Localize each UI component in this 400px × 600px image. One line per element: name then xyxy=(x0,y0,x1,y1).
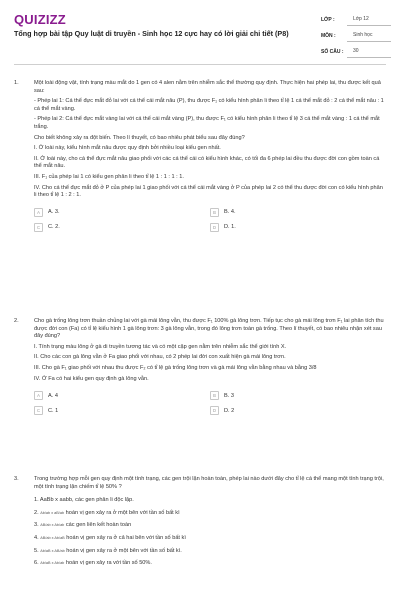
statement-4: IV. Cho cá thể đực mắt đỏ ở P của phép lai 1 giao phối với cá thể cái mắt vàng ở P của phép lai 2 có thể thu được đời con có kiểu hình phân li theo tỉ lệ 1 : 2 : 1. xyxy=(34,184,383,199)
option-d-checkbox[interactable]: D xyxy=(210,406,219,415)
option-b-text: B. 3 xyxy=(224,392,234,399)
statement-1: I. Tính trạng màu lông ở gà di truyền tương tác và có một cặp gen nằm trên nhiễm sắc thể giới tính X. xyxy=(34,343,287,350)
option-b[interactable] xyxy=(210,388,386,403)
meta-class-label: LỚP : xyxy=(321,17,335,23)
cross-item-1 xyxy=(34,497,386,505)
answer-options xyxy=(34,388,386,418)
option-a-checkbox[interactable]: A xyxy=(34,391,43,400)
option-c[interactable] xyxy=(34,403,210,418)
item-prefix: 2. xyxy=(34,509,41,516)
meta-subject-label: MÔN : xyxy=(321,33,336,39)
option-c-text: C. 1 xyxy=(48,407,59,414)
meta-count-row xyxy=(321,44,391,60)
item-text: hoán vị gen xảy ra ở một bên với tần số bất kì xyxy=(65,509,180,516)
option-b-checkbox[interactable]: B xyxy=(210,208,219,217)
statement-1: I. Ở loài này, kiểu hình mắt nâu được quy định bởi nhiều loại kiểu gen nhất. xyxy=(34,145,221,152)
statement-2: II. Ở loài này, cho cá thể đực mắt nâu giao phối với các cá thể cái có kiểu hình khác, có tối đa 6 phép lai đều thu được đời con gồm toàn cá thể mắt nâu. xyxy=(34,155,380,170)
item-text: hoán vị gen xảy ra với tần số 50%. xyxy=(65,560,152,567)
item-prefix: 1. xyxy=(34,497,40,504)
cross-item-5 xyxy=(34,548,386,556)
meta-class-value: Lớp 12 xyxy=(347,14,391,26)
meta-count-value: 30 xyxy=(347,46,391,58)
option-d-checkbox[interactable]: D xyxy=(210,223,219,232)
item-text: hoán vị gen xảy ra ở một bên với tần số bất kì. xyxy=(66,547,182,554)
genotype-fraction: Ab/aB x Ab/ab xyxy=(40,561,65,566)
option-d[interactable] xyxy=(210,403,386,418)
option-a-checkbox[interactable]: A xyxy=(34,208,43,217)
quizizz-logo: QUIZIZZ xyxy=(14,12,66,27)
cross-item-3 xyxy=(34,522,386,530)
option-c[interactable] xyxy=(34,220,210,235)
genotype-fraction: Ab/aB x AB/ab xyxy=(40,548,65,553)
question-number: 1. xyxy=(14,80,19,86)
question-text: - Phép lai 1: Cá thể đực mắt đỏ lai với cá thể cái mắt nâu (P), thu được F₁ có kiểu hình phân li theo tỉ lệ 1 cá thể mắt đỏ : 2 cá thể mắt nâu : 1 cá thể mắt vàng. xyxy=(34,98,384,112)
statement-2: II. Cho các con gà lông vằn ở Fa giao phối với nhau, có 2 phép lai đời con xuất hiện gà mái lông trơn. xyxy=(34,354,286,361)
header-divider xyxy=(14,64,386,65)
option-a[interactable] xyxy=(34,205,210,220)
question-text: Một loài động vật, tính trạng màu mắt do 1 gen có 4 alen nằm trên nhiễm sắc thể thường quy định. Thực hiện hai phép lai, thu được kết quả sau: xyxy=(34,80,381,94)
option-a-text: A. 3. xyxy=(48,209,60,216)
genotype-fraction: AB/ab x Ab/ab xyxy=(40,523,65,528)
meta-subject-row xyxy=(321,28,391,44)
option-d[interactable] xyxy=(210,220,386,235)
option-b-checkbox[interactable]: B xyxy=(210,391,219,400)
item-prefix: 6. xyxy=(34,560,41,567)
cross-item-4 xyxy=(34,535,386,543)
option-c-checkbox[interactable]: C xyxy=(34,406,43,415)
genotype-fraction: Ab/ab x aB/ab xyxy=(40,510,65,515)
item-prefix: 3. xyxy=(34,522,41,529)
meta-subject-value: Sinh học xyxy=(347,30,391,42)
question-text: Cho gà trống lông trơn thuần chủng lai với gà mái lông vằn, thu được F₁ 100% gà lông trơn. Tiếp tục cho gà mái lông trơn F₁ lai phân tích thu được đời con (Fa) có tỉ lệ kiểu hình 1 gà lông trơn: 3 gà lông vằn, trong đó lông trơn toàn gà trống. Theo lí thuyết, có bao nhiêu nhận xét sau đây đúng? xyxy=(34,318,384,340)
answer-options xyxy=(34,205,386,235)
option-b-text: B. 4. xyxy=(224,209,236,216)
item-text: các gen liên kết hoàn toàn xyxy=(65,522,132,529)
question-number: 2. xyxy=(14,318,19,324)
option-b[interactable] xyxy=(210,205,386,220)
question-body xyxy=(34,318,386,418)
option-c-text: C. 2. xyxy=(48,224,60,231)
page-title: Tổng hợp bài tập Quy luật di truyền - Sinh học 12 cực hay có lời giải chi tiết (P8) xyxy=(14,29,289,38)
item-text: AaBb x aabb, các gen phân li độc lập. xyxy=(39,497,134,504)
option-c-checkbox[interactable]: C xyxy=(34,223,43,232)
option-d-text: D. 2 xyxy=(224,407,235,414)
item-text: hoán vị gen xảy ra ở cả hai bên với tần số bất kì xyxy=(66,534,186,541)
item-prefix: 4. xyxy=(34,534,41,541)
cross-item-6 xyxy=(34,560,386,568)
statement-3: III. F₁ của phép lai 1 có kiểu gen phân li theo tỉ lệ 1 : 1 : 1 : 1. xyxy=(34,173,184,180)
option-d-text: D. 1. xyxy=(224,224,236,231)
meta-count-label: SỐ CÂU : xyxy=(321,49,344,55)
question-text: Cho biết không xảy ra đột biến. Theo lí thuyết, có bao nhiêu phát biểu sau đây đúng? xyxy=(34,134,245,141)
statement-3: III. Cho gà F₁ giao phối với nhau thu được F₂ có tỉ lệ gà trống lông trơn và gà mái lông vằn bằng nhau và bằng 3/8 xyxy=(34,364,317,371)
question-text: - Phép lai 2: Cá thể đực mắt vàng lai với cá thể cái mắt vàng (P), thu được F₁ có kiểu hình phân li theo tỉ lệ 3 cá thể mắt vàng : 1 cá thể mắt trắng. xyxy=(34,116,380,130)
statement-4: IV. Ở Fa có hai kiểu gen quy định gà lông vằn. xyxy=(34,375,149,382)
option-a[interactable] xyxy=(34,388,210,403)
question-text: Trong trường hợp mỗi gen quy định một tính trạng, các gen trội lặn hoàn toàn, phép lai nào dưới đây cho tỉ lệ cá thể mang một tính trạng trội, một tính trạng lặn chiếm tỉ lệ 50% ? xyxy=(34,476,384,490)
meta-class-row xyxy=(321,12,391,28)
option-a-text: A. 4 xyxy=(48,392,58,399)
meta-info xyxy=(321,12,391,60)
cross-item-2 xyxy=(34,510,386,518)
question-body xyxy=(34,476,386,573)
item-prefix: 5. xyxy=(34,547,41,554)
question-number: 3. xyxy=(14,476,19,482)
genotype-fraction: AB/ab x Ab/aB xyxy=(40,535,65,540)
question-body xyxy=(34,80,386,235)
